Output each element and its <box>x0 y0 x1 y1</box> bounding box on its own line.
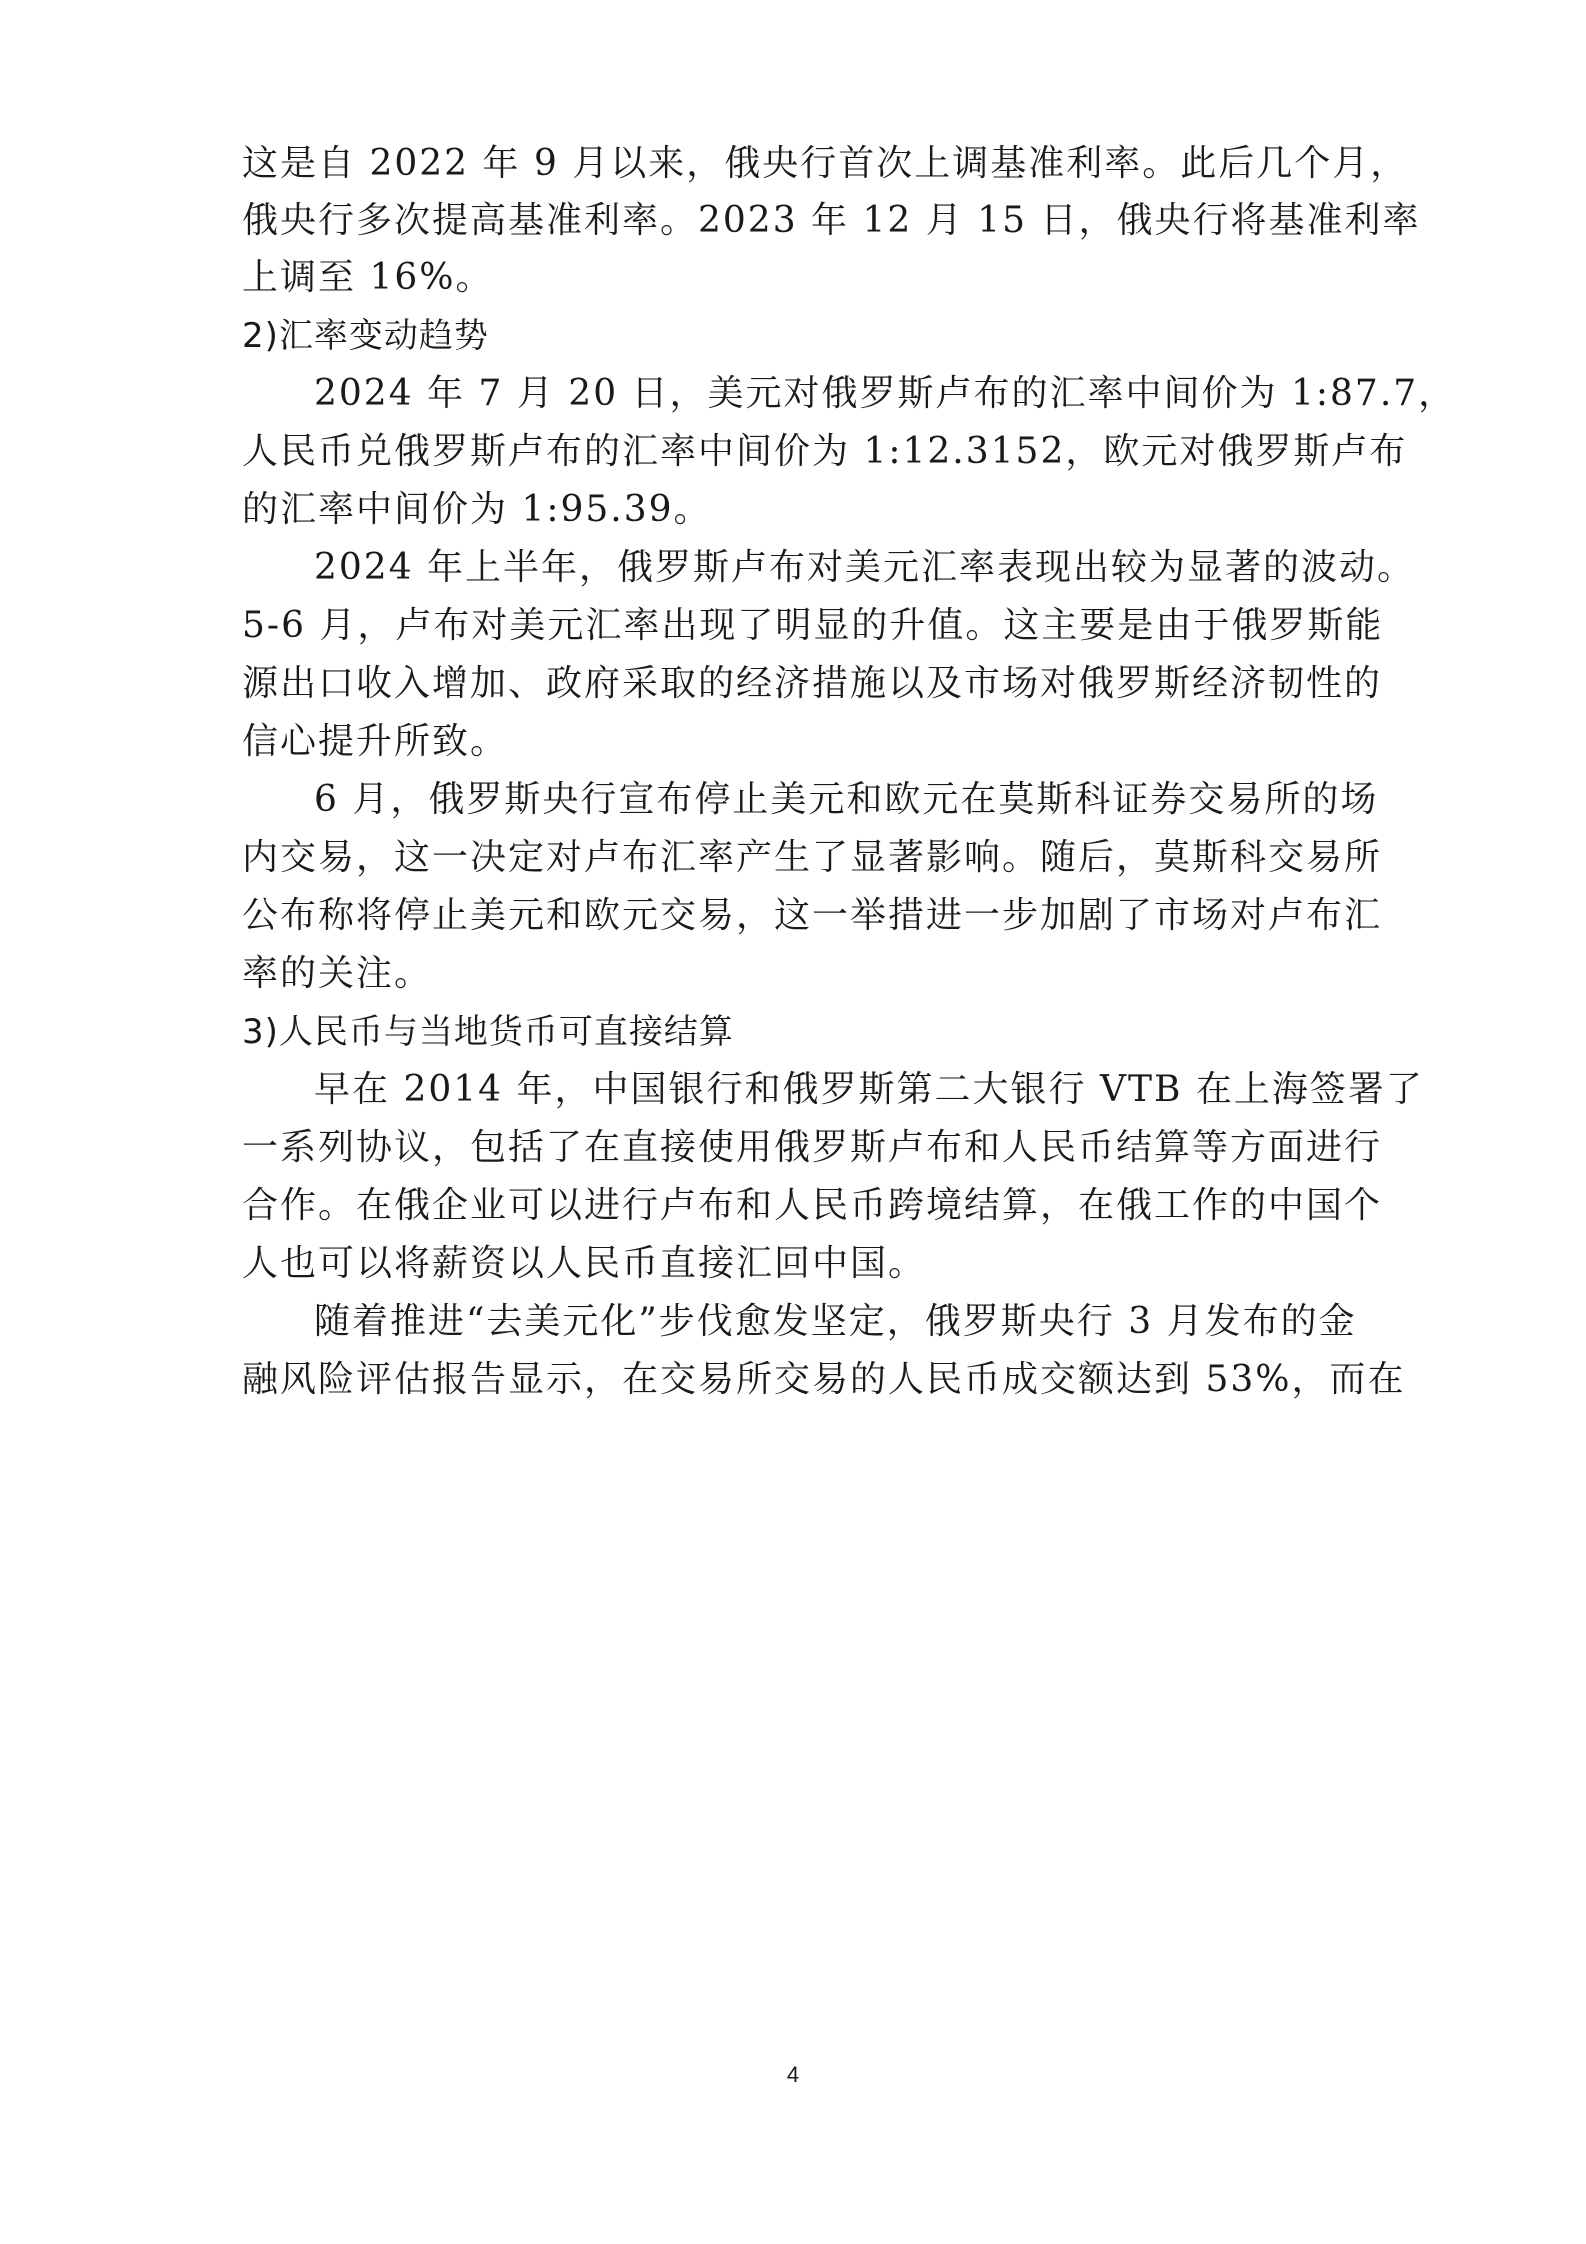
paragraph-line: 人也可以将薪资以人民币直接汇回中国。 <box>242 1243 927 1284</box>
paragraph-line: 率的关注。 <box>242 953 433 994</box>
paragraph-line: 一系列协议，包括了在直接使用俄罗斯卢布和人民币结算等方面进行 <box>242 1127 1383 1168</box>
paragraph-line: 人民币兑俄罗斯卢布的汇率中间价为 1:12.3152，欧元对俄罗斯卢布 <box>242 431 1408 472</box>
page-number: 4 <box>786 2062 800 2087</box>
paragraph-line: 这是自 2022 年 9 月以来，俄央行首次上调基准利率。此后几个月， <box>242 143 1409 184</box>
paragraph-line: 融风险评估报告显示，在交易所交易的人民币成交额达到 53%，而在 <box>242 1359 1406 1400</box>
paragraph-line: 5-6 月，卢布对美元汇率出现了明显的升值。这主要是由于俄罗斯能 <box>242 605 1384 646</box>
paragraph-line: 俄央行多次提高基准利率。2023 年 12 月 15 日，俄央行将基准利率 <box>242 200 1421 241</box>
paragraph-line: 内交易，这一决定对卢布汇率产生了显著影响。随后，莫斯科交易所 <box>242 837 1383 878</box>
paragraph-line: 6 月，俄罗斯央行宣布停止美元和欧元在莫斯科证券交易所的场 <box>314 779 1379 820</box>
paragraph-line: 公布称将停止美元和欧元交易，这一举措进一步加剧了市场对卢布汇 <box>242 895 1383 936</box>
paragraph-line: 2024 年上半年，俄罗斯卢布对美元汇率表现出较为显著的波动。 <box>314 547 1416 588</box>
paragraph-line: 随着推进“去美元化”步伐愈发坚定，俄罗斯央行 3 月发布的金 <box>314 1301 1357 1342</box>
paragraph-line: 早在 2014 年，中国银行和俄罗斯第二大银行 VTB 在上海签署了 <box>314 1069 1424 1110</box>
paragraph-line: 源出口收入增加、政府采取的经济措施以及市场对俄罗斯经济韧性的 <box>242 663 1383 704</box>
paragraph-line: 合作。在俄企业可以进行卢布和人民币跨境结算，在俄工作的中国个 <box>242 1185 1383 1226</box>
paragraph-line: 上调至 16%。 <box>242 257 494 298</box>
paragraph-line: 信心提升所致。 <box>242 721 509 762</box>
paragraph-line: 的汇率中间价为 1:95.39。 <box>242 489 712 530</box>
section-heading: 2)汇率变动趋势 <box>242 316 489 356</box>
section-heading: 3)人民币与当地货币可直接结算 <box>242 1012 734 1052</box>
paragraph-line: 2024 年 7 月 20 日，美元对俄罗斯卢布的汇率中间价为 1:87.7， <box>314 373 1457 414</box>
